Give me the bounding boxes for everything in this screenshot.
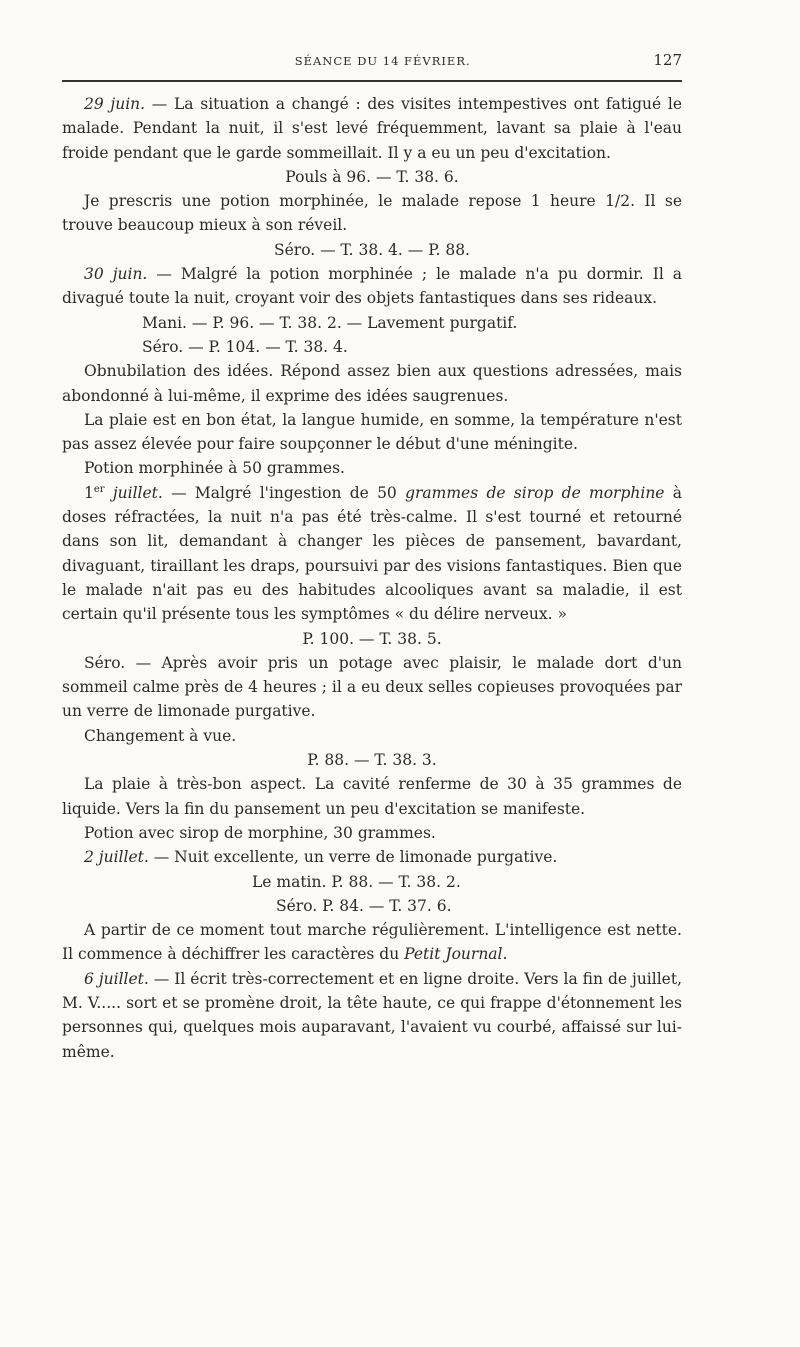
header-rule [62, 80, 682, 82]
paragraph-text: — Malgré la potion morphinée ; le malade n'a pu dormir. Il a divagué toute la nuit, croyant voir des objets fantastiques dans ses rideaux. [62, 265, 682, 308]
paragraph: Je prescris une potion morphinée, le malade repose 1 heure 1/2. Il se trouve beaucoup mieux à son réveil. [62, 192, 682, 235]
vitals-line: P. 100. — T. 38. 5. [302, 629, 442, 648]
vitals-line: Séro. — P. 104. — T. 38. 4. [142, 337, 348, 356]
running-title: SÉANCE DU 14 FÉVRIER. [294, 54, 471, 68]
vitals-line: Pouls à 96. — T. 38. 6. [285, 167, 459, 186]
paragraph: La plaie à très-bon aspect. La cavité renferme de 30 à 35 grammes de liquide. Vers la fin du pansement un peu d'excitation se manifeste. [62, 775, 682, 818]
vitals-line: Séro. P. 84. — T. 37. 6. [276, 896, 452, 915]
paragraph-text: — Malgré l'ingestion de 50 [162, 483, 406, 502]
entry-date-superscript: er [93, 483, 105, 495]
paragraph-text: à doses réfractées, la nuit n'a pas été très-calme. Il s'est tourné et retourné dans son lit, demandant à changer les pièces de pansement, bavardant, divaguant, tiraillant les draps, poursuivi par des visions fantastiques. Bien que le malade n'ait pas eu des habitudes alcooliques avant sa maladie, il est certain qu'il présente tous les symptômes « du délire nerveux. » [62, 483, 682, 624]
paragraph-text: — Il écrit très-correctement et en ligne droite. Vers la fin de juillet, M. V..... sort et se promène droit, la tête haute, ce qui frappe d'étonnement les personnes qui, quelques mois auparavant, l'avaient vu courbé, affaissé sur lui-même. [62, 969, 682, 1061]
page-content [62, 48, 682, 1064]
vitals-line: Séro. — T. 38. 4. — P. 88. [274, 240, 470, 259]
paragraph-29-juin [62, 92, 682, 165]
vitals-line: P. 88. — T. 38. 3. [307, 751, 437, 770]
paragraph-6-juillet [62, 967, 682, 1064]
entry-date: 6 juillet. [84, 969, 149, 988]
vitals-line: Mani. — P. 96. — T. 38. 2. — Lavement purgatif. [142, 313, 518, 332]
page-number: 127 [653, 51, 682, 69]
paragraph: Changement à vue. [84, 726, 237, 745]
entry-date: juillet. [104, 483, 163, 502]
paragraph-1er-juillet [62, 481, 682, 627]
entry-date-number: 1 [84, 483, 94, 502]
paragraph-30-juin [62, 262, 682, 311]
vitals-line: Le matin. P. 88. — T. 38. 2. [252, 872, 461, 891]
entry-date: 2 juillet. [84, 848, 149, 867]
page-header [62, 48, 682, 74]
entry-date: 30 juin. [84, 265, 148, 284]
paragraph: Obnubilation des idées. Répond assez bien aux questions adressées, mais abondonné à lui-même, il exprime des idées saugrenues. [62, 362, 682, 405]
italic-phrase: grammes de sirop de morphine [405, 483, 665, 502]
paragraph: La plaie est en bon état, la langue humide, en somme, la température n'est pas assez élevée pour faire soupçonner le début d'une méningite. [62, 410, 682, 454]
paragraph-text: — La situation a changé : des visites intempestives ont fatigué le malade. Pendant la nuit, il s'est levé fréquemment, lavant sa plaie à l'eau froide pendant que le garde sommeillait. Il y a eu un peu d'excitation. [62, 95, 682, 162]
paragraph: Séro. — Après avoir pris un potage avec plaisir, le malade dort d'un sommeil calme près de 4 heures ; il a eu deux selles copieuses provoquées par un verre de limonade purgative. [62, 653, 682, 721]
paragraph: Potion avec sirop de morphine, 30 grammes. [84, 823, 436, 842]
paragraph [62, 918, 682, 967]
paragraph-text: A partir de ce moment tout marche régulièrement. L'intelligence est nette. Il commence à déchiffrer les caractères du [62, 921, 682, 964]
paragraph: Potion morphinée à 50 grammes. [84, 459, 345, 478]
entry-date: 29 juin. [84, 95, 146, 113]
paragraph-2-juillet [62, 845, 682, 869]
paragraph-text: — Nuit excellente, un verre de limonade purgative. [148, 848, 558, 867]
italic-title: Petit Journal. [404, 945, 508, 964]
